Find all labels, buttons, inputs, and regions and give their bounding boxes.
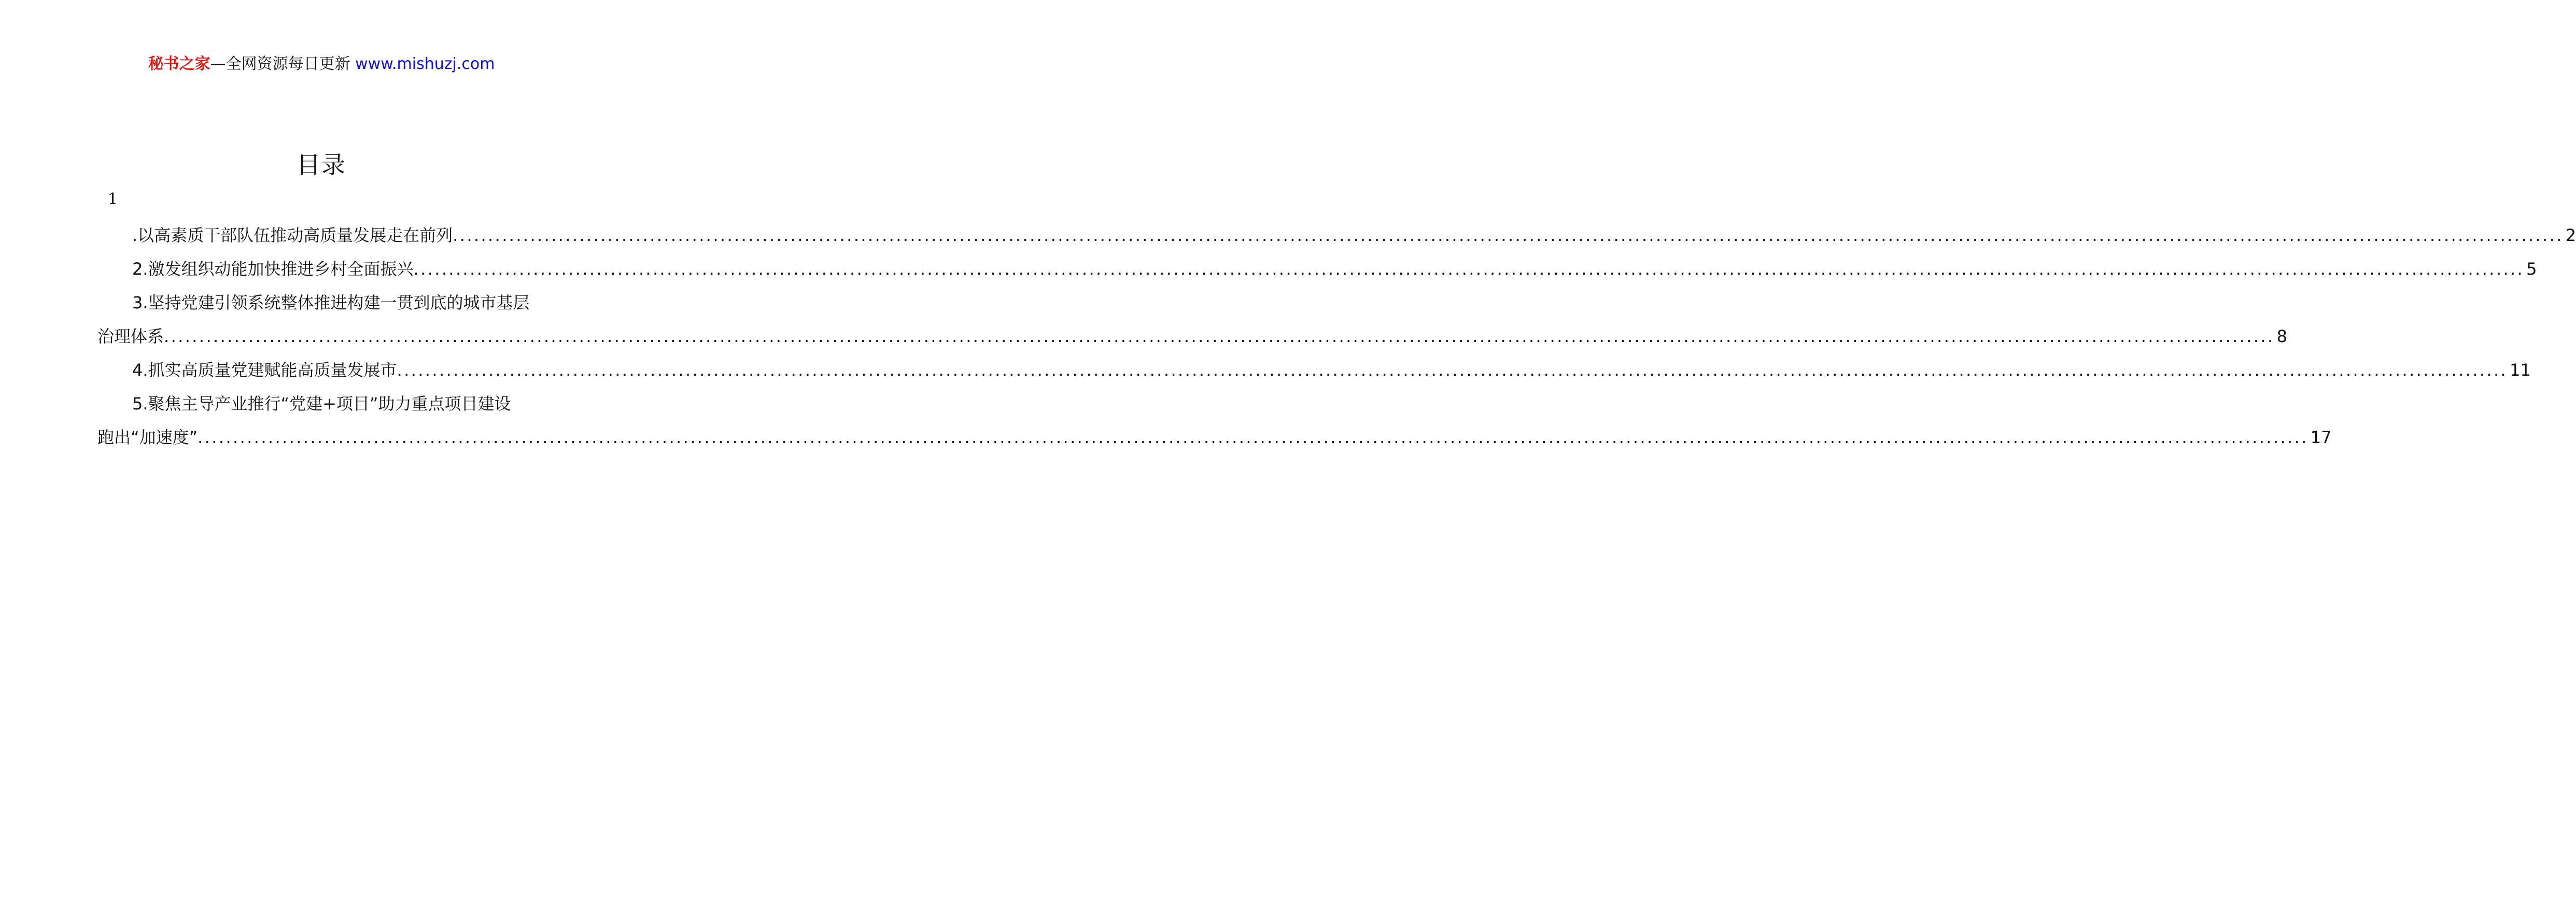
toc-entry-text: 4.抓实高质量党建赋能高质量发展市 xyxy=(132,360,397,380)
toc-entry-4[interactable] xyxy=(97,353,2531,387)
header-slogan: —全网资源每日更新 xyxy=(210,55,350,73)
toc-entry-2[interactable] xyxy=(97,252,2537,286)
leader-dots: ............................................................................................................................................................................................................................................................................................................ xyxy=(413,259,2525,279)
toc-line xyxy=(97,286,547,320)
leader-dots: ............................................................................................................................................................................................................................................................................................................ xyxy=(453,225,2564,245)
toc-line xyxy=(97,320,2287,353)
toc-entry-text: .以高素质干部队伍推动高质量发展走在前列 xyxy=(132,225,453,245)
toc-line xyxy=(97,353,2531,387)
toc-line xyxy=(97,387,547,421)
toc-page-number: 5 xyxy=(2526,259,2537,279)
toc-line xyxy=(97,252,2537,286)
toc-line xyxy=(97,219,2576,252)
toc-entry-text: 治理体系 xyxy=(97,326,164,346)
toc-entry-text: 2.激发组织动能加快推进乡村全面振兴 xyxy=(132,259,414,279)
leader-dots: ............................................................................................................................................................................................................................................................................................................ xyxy=(198,428,2308,447)
leader-dots: ............................................................................................................................................................................................................................................................................................................ xyxy=(397,360,2508,380)
toc-entry-1[interactable] xyxy=(97,219,2576,252)
toc-entry-text: 跑出“加速度” xyxy=(97,428,198,447)
toc-page-number: 11 xyxy=(2510,360,2531,380)
list-marker: 1 xyxy=(108,190,118,208)
toc-entry-3[interactable] xyxy=(97,286,2287,353)
page-header xyxy=(0,53,643,76)
toc-page-number: 2 xyxy=(2565,225,2576,245)
table-of-contents xyxy=(97,219,2576,454)
toc-entry-text: 5.聚焦主导产业推行“党建+项目”助力重点项目建设 xyxy=(132,394,511,414)
brand-name: 秘书之家 xyxy=(148,55,210,73)
toc-entry-5[interactable] xyxy=(97,387,2332,454)
toc-line xyxy=(97,421,2332,454)
leader-dots: ............................................................................................................................................................................................................................................................................................................ xyxy=(164,326,2275,346)
toc-entry-text: 3.坚持党建引领系统整体推进构建一贯到底的城市基层 xyxy=(132,293,530,313)
toc-page-number: 8 xyxy=(2276,326,2287,346)
toc-title: 目录 xyxy=(297,151,346,179)
toc-page-number: 17 xyxy=(2310,428,2332,447)
header-url-link[interactable]: www.mishuzj.com xyxy=(355,55,495,73)
